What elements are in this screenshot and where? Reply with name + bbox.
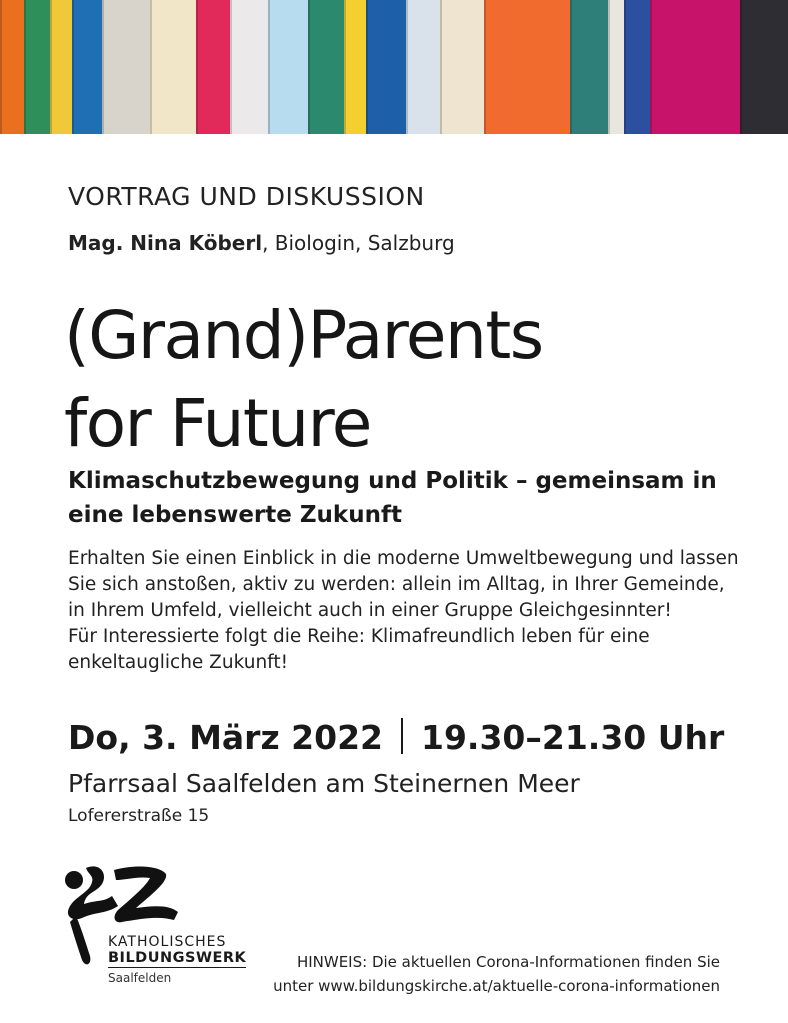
book-spine xyxy=(570,0,608,134)
event-street: Lofererstraße 15 xyxy=(68,806,210,826)
book-spine xyxy=(230,0,268,134)
book-spine xyxy=(308,0,344,134)
book-spine xyxy=(440,0,484,134)
event-time: 19.30–21.30 Uhr xyxy=(421,718,725,757)
speaker-name: Mag. Nina Köberl xyxy=(68,231,263,255)
book-spine xyxy=(740,0,788,134)
book-spine xyxy=(484,0,570,134)
notice-line1: HINWEIS: Die aktuellen Corona-Informationen finden Sie xyxy=(296,953,720,971)
book-spine xyxy=(624,0,650,134)
book-spine xyxy=(608,0,624,134)
event-title-line2: for Future xyxy=(64,385,371,462)
notice-line2: unter www.bildungskirche.at/aktuelle-corona-informationen xyxy=(273,977,720,995)
speaker-role: , Biologin, Salzburg xyxy=(262,231,455,255)
organizer-line1: KATHOLISCHES xyxy=(108,934,227,950)
organizer-logo-text xyxy=(108,934,246,985)
event-description xyxy=(68,546,758,676)
description-line: Sie sich anstoßen, aktiv zu werden: allein im Alltag, in Ihrer Gemeinde, xyxy=(68,574,725,595)
book-spine xyxy=(24,0,50,134)
organizer-line3: Saalfelden xyxy=(108,971,172,985)
description-line: Für Interessierte folgt die Reihe: Klimafreundlich leben für eine xyxy=(68,626,650,647)
description-line: Erhalten Sie einen Einblick in die moderne Umweltbewegung und lassen xyxy=(68,548,739,569)
book-spine xyxy=(268,0,308,134)
organizer-line2: BILDUNGSWERK xyxy=(108,950,247,966)
event-datetime xyxy=(68,718,724,757)
book-spine xyxy=(72,0,102,134)
event-venue: Pfarrsaal Saalfelden am Steinernen Meer xyxy=(68,769,580,798)
event-title xyxy=(64,292,543,468)
book-spines-banner xyxy=(0,0,788,134)
datetime-divider xyxy=(401,718,403,754)
description-line: in Ihrem Umfeld, vielleicht auch in einer Gruppe Gleichgesinnter! xyxy=(68,600,672,621)
event-subtitle: Klimaschutzbewegung und Politik – gemeinsam in eine lebenswerte Zukunft xyxy=(68,468,717,528)
book-spine xyxy=(650,0,740,134)
book-spine xyxy=(406,0,440,134)
description-line: enkeltaugliche Zukunft! xyxy=(68,652,289,673)
book-spine xyxy=(0,0,24,134)
book-spine xyxy=(344,0,366,134)
corona-notice xyxy=(273,950,720,998)
book-spine xyxy=(366,0,406,134)
book-spine xyxy=(150,0,196,134)
event-type: VORTRAG UND DISKUSSION xyxy=(68,182,425,211)
book-spine xyxy=(102,0,150,134)
book-spine xyxy=(196,0,230,134)
event-date: Do, 3. März 2022 xyxy=(68,718,383,757)
speaker-line xyxy=(68,231,455,255)
book-spine xyxy=(50,0,72,134)
event-title-line1: (Grand)Parents xyxy=(64,297,543,374)
